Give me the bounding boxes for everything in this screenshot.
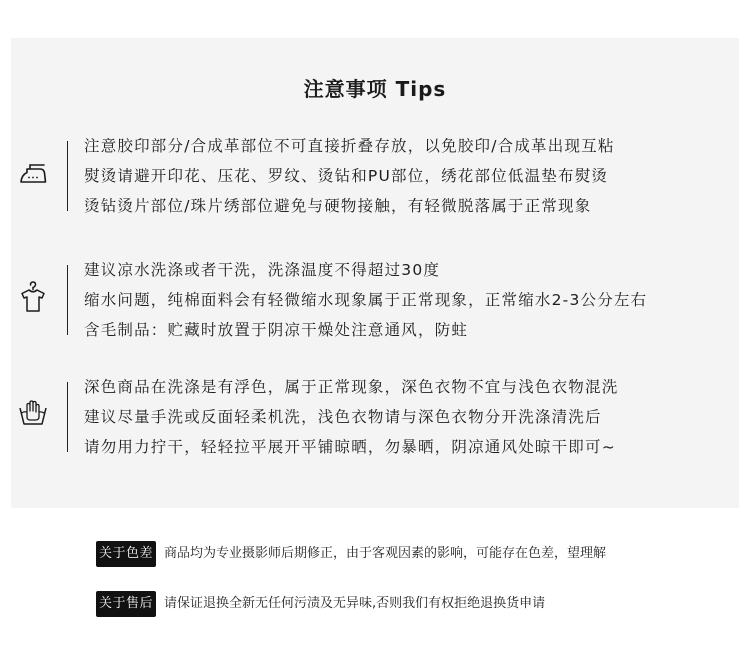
care-line: 请勿用力拧干，轻轻拉平展开平铺晾晒，勿暴晒，阴凉通风处晾干即可~ xyxy=(84,438,616,456)
note-badge: 关于色差 xyxy=(96,541,156,567)
tips-title: 注意事项 Tips xyxy=(303,77,447,101)
care-text xyxy=(84,255,734,345)
care-line: 缩水问题，纯棉面料会有轻微缩水现象属于正常现象，正常缩水2-3公分左右 xyxy=(84,291,648,309)
iron-icon xyxy=(18,156,48,190)
care-line: 含毛制品：贮藏时放置于阴凉干燥处注意通风，防蛀 xyxy=(84,321,469,339)
care-line: 建议尽量手洗或反面轻柔机洗，浅色衣物请与深色衣物分开洗涤清洗后 xyxy=(84,408,602,426)
care-section-hand-wash xyxy=(0,372,750,462)
care-text xyxy=(84,372,734,462)
care-section-ironing xyxy=(0,131,750,221)
care-line: 深色商品在洗涤是有浮色，属于正常现象，深色衣物不宜与浅色衣物混洗 xyxy=(84,378,619,396)
hanger-shirt-icon xyxy=(18,280,48,314)
section-divider xyxy=(67,382,68,452)
care-line: 熨烫请避开印花、压花、罗纹、烫钻和PU部位，绣花部位低温垫布熨烫 xyxy=(84,167,609,185)
note-badge: 关于售后 xyxy=(96,591,156,617)
care-section-washing xyxy=(0,255,750,345)
care-line: 烫钻烫片部位/珠片绣部位避免与硬物接触，有轻微脱落属于正常现象 xyxy=(84,197,592,215)
section-divider xyxy=(67,265,68,335)
note-color-difference xyxy=(96,541,736,567)
care-line: 注意胶印部分/合成革部位不可直接折叠存放，以免胶印/合成革出现互粘 xyxy=(84,137,615,155)
hand-wash-icon xyxy=(18,397,48,431)
section-divider xyxy=(67,141,68,211)
care-line: 建议凉水洗涤或者干洗，洗涤温度不得超过30度 xyxy=(84,261,441,279)
note-text: 商品均为专业摄影师后期修正，由于客观因素的影响，可能存在色差，望理解 xyxy=(164,546,607,561)
note-text: 请保证退换全新无任何污渍及无异味,否则我们有权拒绝退换货申请 xyxy=(164,596,546,611)
note-after-sales xyxy=(96,591,736,617)
care-text xyxy=(84,131,734,221)
